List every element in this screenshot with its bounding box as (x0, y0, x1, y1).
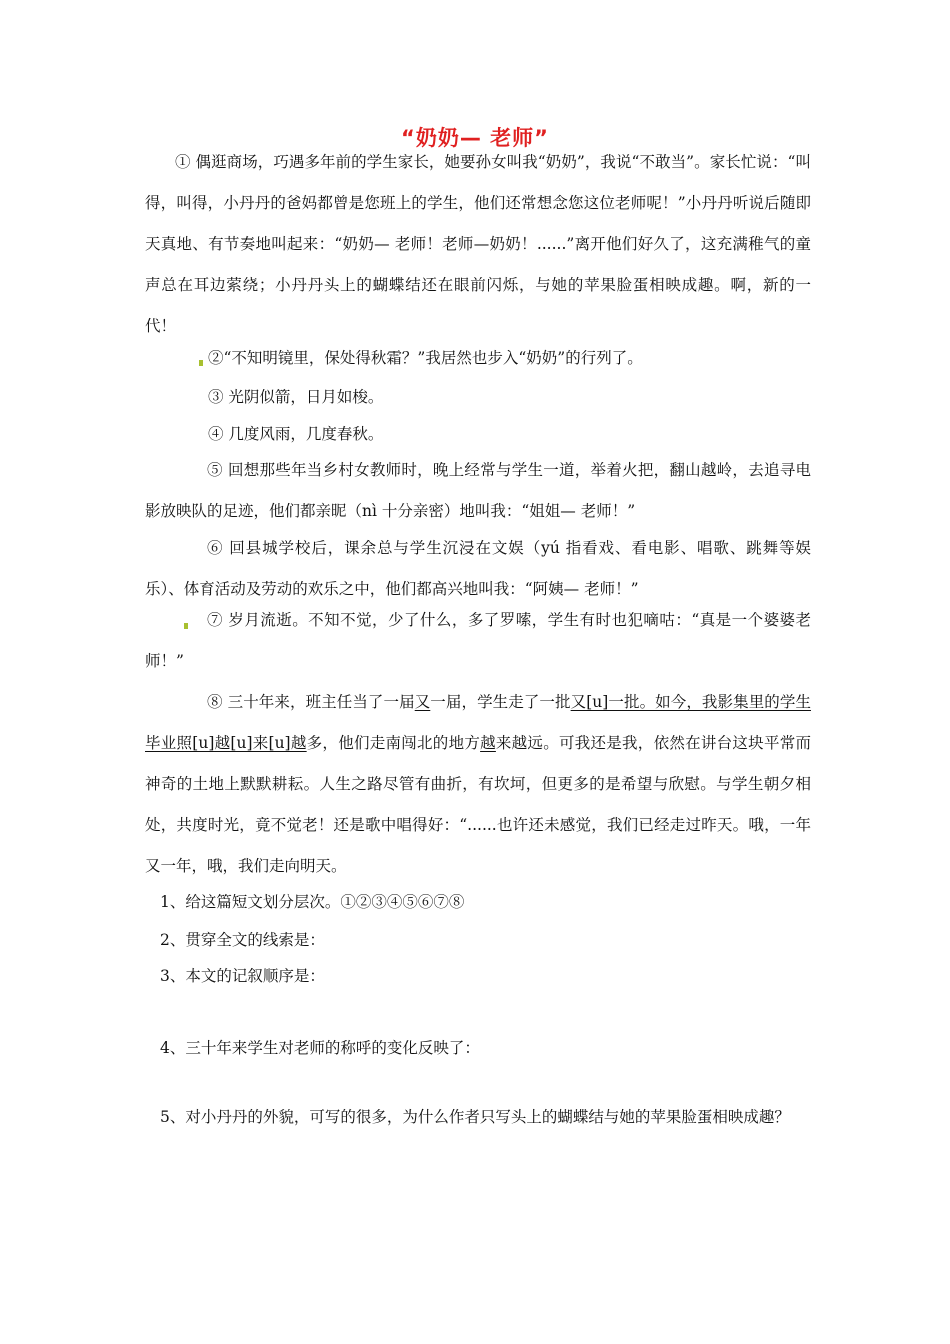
paragraph-7: ⑦ 岁月流逝。不知不觉，少了什么，多了罗嗦，学生有时也犯嘀咕：“真是一个婆婆老师！” (145, 611, 811, 670)
question-3: 3、本文的记叙顺序是： (160, 967, 325, 985)
question-4: 4、三十年来学生对老师的称呼的变化反映了： (160, 1039, 480, 1057)
paragraph-8-text-e: 多，他们走南闯北的地方 (306, 734, 481, 752)
question-2: 2、贯穿全文的线索是： (160, 931, 325, 949)
paragraph-5: ⑤ 回想那些年当乡村女教师时，晚上经常与学生一道，举着火把，翻山越岭，去追寻电影放映队的足迹，他们都亲昵（nì 十分亲密）地叫我：“姐姐— 老师！” (145, 461, 811, 520)
paragraph-8-underline-f: 越 (480, 734, 496, 752)
paragraph-1: ① 偶逛商场，巧遇多年前的学生家长，她要孙女叫我“奶奶”，我说“不敢当”。家长忙说：“叫得，叫得，小丹丹的爸妈都曾是您班上的学生，他们还常想念您这位老师呢！”小丹丹听说后随即天真地、有节奏地叫起来：“奶奶— 老师！老师—奶奶！......”离开他们好久了，这充满稚气的童声总在耳边萦绕；小丹丹头上的蝴蝶结还在眼前闪烁，与她的苹果脸蛋相映成趣。啊，新的一代！ (145, 153, 811, 335)
paragraph-6: ⑥ 回县城学校后，课余总与学生沉浸在文娱（yú 指看戏、看电影、唱歌、跳舞等娱乐）、体育活动及劳动的欢乐之中，他们都高兴地叫我：“阿姨— 老师！” (145, 539, 811, 598)
question-5 (160, 1097, 810, 1138)
question-5-text: 5、对小丹丹的外貌，可写的很多，为什么作者只写头上的蝴蝶结与她的苹果脸蛋相映成趣？ (160, 1108, 790, 1126)
essay-title: “奶奶— 老师” (401, 126, 549, 150)
paragraph-8-underline-b: 又 (414, 693, 431, 711)
paragraph-8-text-g: 来越远。可我还是我，依然在讲台这块平常而神奇的土地上默默耕耘。人生之路尽管有曲折，有坎坷，但更多的是希望与欣慰。与学生朝夕相处，共度时光，竟不觉老！还是歌中唱得好：“......也许还未感觉，我们已经走过昨天。哦，一年又一年，哦，我们走向明天。 (145, 734, 811, 875)
paragraph-3: ③ 光阴似箭，日月如梭。 (208, 388, 384, 406)
paragraph-8-text-a: ⑧ 三十年来，班主任当了一届 (207, 693, 415, 711)
paragraph-4: ④ 几度风雨，几度春秋。 (208, 425, 384, 443)
paragraph-8 (145, 682, 811, 887)
paragraph-8-text-c: 一届，学生走了一批 (430, 693, 571, 711)
mark-dot (199, 360, 203, 366)
paragraph-8-underline-d: 又[u]一批。如今，我影集里的学生毕业照[u]越[u]来[u]越 (145, 693, 811, 752)
question-1: 1、给这篇短文划分层次。①②③④⑤⑥⑦⑧ (160, 893, 465, 911)
paragraph-2: ②“不知明镜里，保处得秋霜？”我居然也步入“奶奶”的行列了。 (208, 349, 643, 367)
